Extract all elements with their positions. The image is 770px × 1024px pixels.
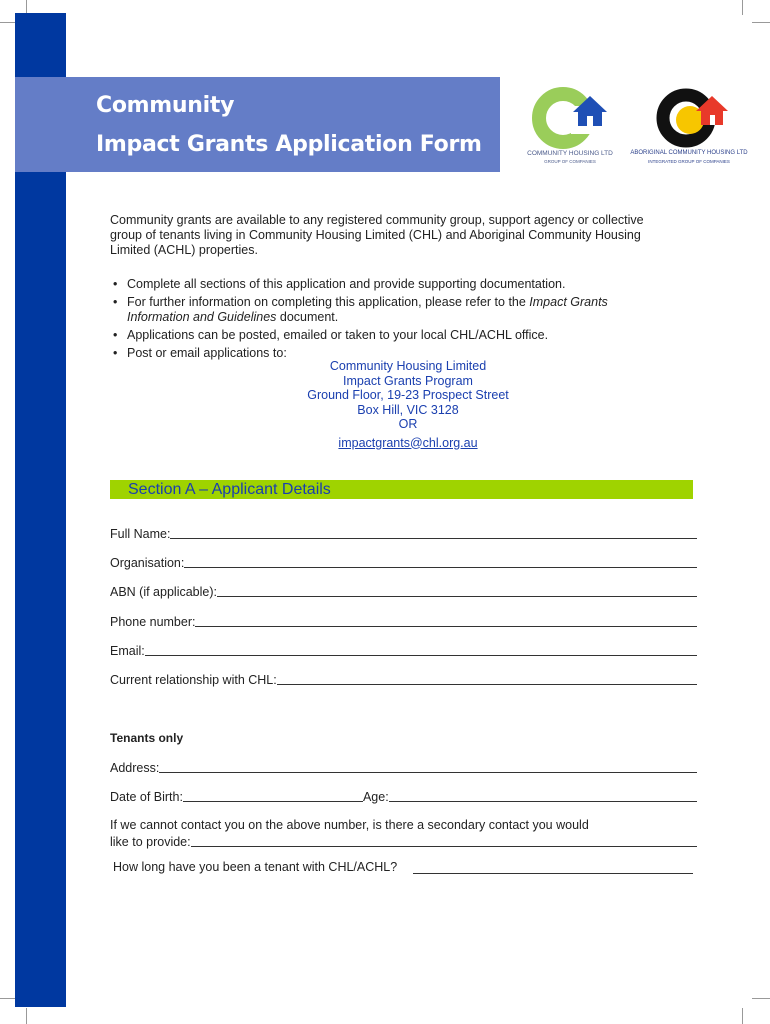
crop-mark bbox=[742, 0, 743, 15]
instruction-item: • Applications can be posted, emailed or taken to your local CHL/ACHL office. bbox=[110, 328, 630, 343]
instruction-item: • Post or email applications to: bbox=[110, 346, 630, 361]
dob-input[interactable] bbox=[183, 801, 363, 802]
crop-mark bbox=[752, 22, 770, 23]
page-title-line1: Community bbox=[96, 93, 235, 118]
address-field[interactable]: Address: bbox=[110, 759, 697, 775]
chl-logo: COMMUNITY HOUSING LTD GROUP OF COMPANIES bbox=[515, 84, 625, 159]
phone-field[interactable]: Phone number: bbox=[110, 613, 697, 629]
age-input[interactable] bbox=[389, 801, 697, 802]
email-field[interactable]: Email: bbox=[110, 642, 697, 658]
crop-mark bbox=[742, 1008, 743, 1024]
instruction-item: • Complete all sections of this application and provide supporting documentation. bbox=[110, 277, 630, 292]
achl-logo: ABORIGINAL COMMUNITY HOUSING LTD INTEGRATED GROUP OF COMPANIES bbox=[628, 84, 750, 159]
instructions-list bbox=[110, 277, 630, 364]
instruction-item: • For further information on completing this application, please refer to the Impact Grants Information and Guidelines document. bbox=[110, 295, 630, 325]
email-link[interactable]: impactgrants@chl.org.au bbox=[338, 435, 478, 450]
tenants-only-heading: Tenants only bbox=[110, 731, 184, 745]
section-a-header: Section A – Applicant Details bbox=[110, 480, 693, 499]
tenancy-length-field[interactable]: How long have you been a tenant with CHL/ACHL? bbox=[110, 858, 693, 874]
secondary-contact-field[interactable]: like to provide: bbox=[110, 833, 697, 849]
crop-mark bbox=[26, 1008, 27, 1024]
intro-paragraph: Community grants are available to any registered community group, support agency or collective group of tenants living in Community Housing Limited (CHL) and Aboriginal Community Housing Limited (ACHL) properties. bbox=[110, 213, 644, 257]
page-title-line2: Impact Grants Application Form bbox=[96, 132, 482, 157]
relationship-field[interactable]: Current relationship with CHL: bbox=[110, 671, 697, 687]
secondary-contact-label: If we cannot contact you on the above number, is there a secondary contact you would bbox=[110, 818, 589, 832]
dob-age-field[interactable]: Date of Birth: Age: bbox=[110, 788, 697, 804]
full-name-field[interactable]: Full Name: bbox=[110, 525, 697, 541]
abn-field[interactable]: ABN (if applicable): bbox=[110, 583, 697, 599]
crop-mark bbox=[752, 998, 770, 999]
organisation-field[interactable]: Organisation: bbox=[110, 554, 697, 570]
postal-address: Community Housing Limited Impact Grants Program Ground Floor, 19-23 Prospect Street Box Hill, VIC 3128 OR impactgrants@chl.org.au bbox=[250, 359, 566, 450]
title-banner bbox=[15, 77, 500, 172]
